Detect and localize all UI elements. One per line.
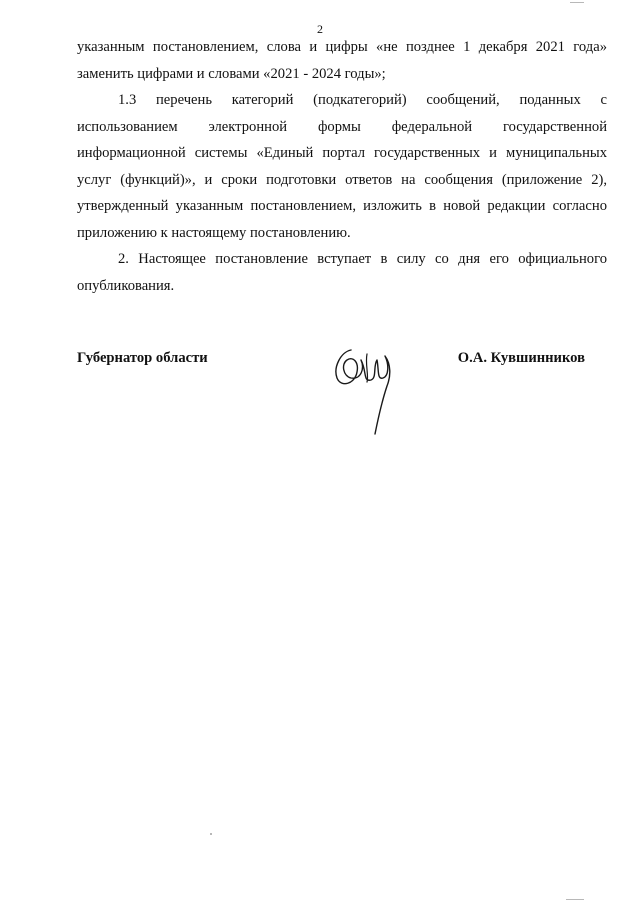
document-body xyxy=(77,34,607,299)
signatory-name: О.А. Кувшинников xyxy=(457,350,585,366)
scan-speck xyxy=(570,2,584,3)
paragraph-item-2: 2. Настоящее постановление вступает в силу со дня его официального опубликования. xyxy=(77,251,607,294)
signatory-title: Губернатор области xyxy=(77,350,208,366)
scan-speck xyxy=(566,899,584,900)
signature-block xyxy=(77,350,607,450)
paragraph-item-1-3: 1.3 перечень категорий (подкатегорий) сообщений, поданных с использованием электронной формы федеральной государственной информационной системы «Единый портал государственных и муниципальных услуг (функций)», и сроки подготовки ответов на сообщения (приложение 2), утвержденный указанным постановлением, изложить в новой редакции согласно приложению к настоящему постановлению. xyxy=(77,92,607,241)
paragraph-continuation: указанным постановлением, слова и цифры «не позднее 1 декабря 2021 года» заменить цифрами и словами «2021 - 2024 годы»; xyxy=(77,39,607,82)
page-number: 2 xyxy=(317,22,323,36)
handwritten-signature xyxy=(331,342,401,442)
scan-speck xyxy=(210,833,212,835)
